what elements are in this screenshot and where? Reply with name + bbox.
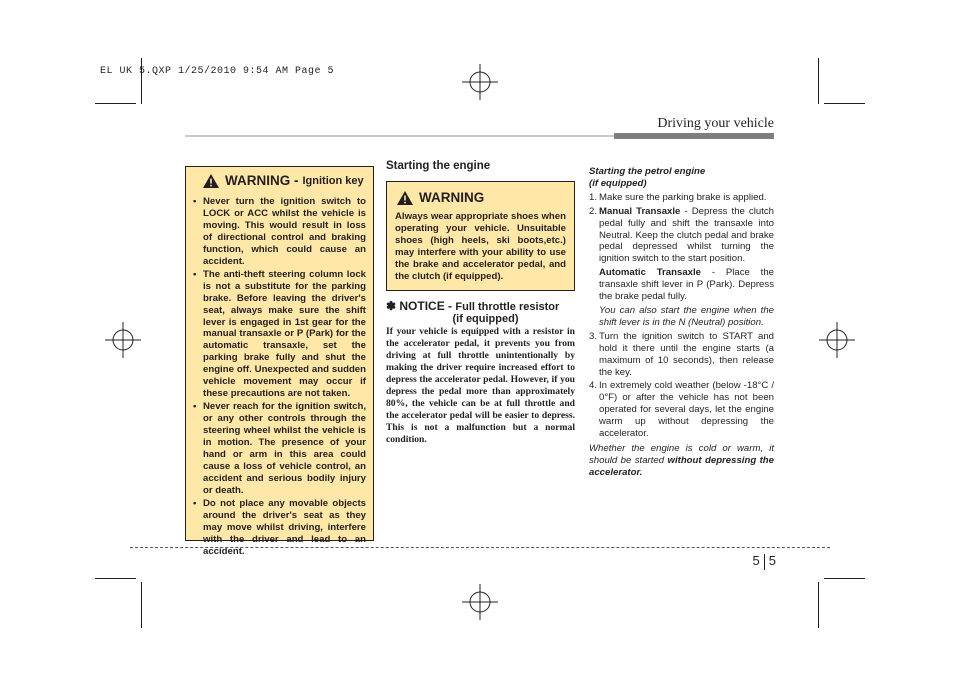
step-4 (589, 380, 774, 440)
warning-sublabel: Ignition key (302, 174, 364, 187)
final-note-emphasis: without depressing the accelerator. (589, 454, 774, 478)
registration-mark-right (817, 320, 857, 360)
chapter-number: 5 (752, 553, 760, 568)
notice-text: If your vehicle is equipped with a resistor in the accelerator pedal, it prevents you from driving at full throttle unintentionally by making the driver require increased effort to depress the accelerator pedal. However, if you depress the pedal more than approximately 80%, the vehicle can be at full throttle and the accelerator pedal will be easier to depress. This is not a malfunction but a normal condition. (386, 326, 575, 445)
final-note-text: Whether the engine is cold or warm, it should be started (589, 442, 774, 466)
footer-rule (130, 547, 830, 548)
warning-label: WARNING - (225, 173, 299, 188)
warning-bullet: • The anti-theft steering column lock is not a substitute for the parking brake. Before leaving the driver's seat, always make sure the shift lever is engaged in 1st gear for the manual transaxle or P (Park) for the automatic transaxle, set the parking brake fully and shut the engine off. Unexpected and sudden vehicle movement may occur if these precautions are not taken. (193, 269, 366, 400)
petrol-title-qualifier: (if equipped) (589, 177, 647, 189)
step-number: 3. (589, 330, 598, 342)
warning-bullet: • Do not place any movable objects around the driver's seat as they may move whilst driving, interfere with the driver and lead to an accident. (193, 498, 366, 558)
step-3 (589, 331, 774, 379)
warning-list (193, 196, 366, 558)
crop-mark (818, 582, 819, 628)
warning-triangle-icon (203, 174, 219, 188)
crop-mark (141, 58, 142, 104)
manual-transaxle-label: Manual Transaxle (599, 205, 681, 217)
petrol-engine-heading (589, 166, 774, 190)
starting-engine-heading: Starting the engine (386, 160, 491, 172)
petrol-title: Starting the petrol engine (589, 166, 706, 177)
warning-bullet: • Never turn the ignition switch to LOCK or ACC whilst the vehicle is moving. This would result in loss of directional control and braking function, which could cause an accident. (193, 196, 366, 268)
step-number: 2. (589, 205, 598, 217)
crop-mark (141, 582, 142, 628)
registration-mark-left (103, 320, 143, 360)
warning-heading (203, 173, 366, 188)
warning-bullet: • Never reach for the ignition switch, or any other controls through the steering wheel whilst the vehicle is in motion. The presence of your hand or arm in this area could cause a loss of vehicle control, an accident and serious bodily injury or death. (193, 401, 366, 497)
crop-mark (824, 578, 865, 579)
step-text: Make sure the parking brake is applied. (599, 191, 767, 203)
warning-shoes-box (386, 181, 575, 291)
step-text: Turn the ignition switch to START and hold it there until the engine starts (a maximum of 10 seconds), then release the key. (599, 330, 774, 378)
step-2-automatic (589, 267, 774, 303)
step-number: 4. (589, 380, 598, 392)
warning-heading (397, 190, 566, 205)
automatic-transaxle-label: Automatic Transaxle (599, 267, 701, 279)
step-2 (589, 206, 774, 266)
warning-label: WARNING (419, 190, 485, 205)
notice-heading (386, 299, 575, 325)
warning-ignition-key-box (185, 166, 374, 557)
petrol-engine-section (589, 166, 774, 479)
notice-sublabel: Full throttle resistor (455, 301, 560, 313)
step-text: - Place the transaxle shift lever in P (Park). Depress the brake pedal fully. (599, 267, 774, 303)
step-number: 1. (589, 191, 598, 203)
page-number-separator (764, 554, 765, 570)
page-number-value: 5 (768, 553, 776, 568)
step-text: - Depress the clutch pedal fully and shift the transaxle into Neutral. Keep the clutch pedal and brake pedal depressed whilst turning the ignition switch to the start position. (599, 205, 774, 265)
step-2-note: You can also start the engine when the shift lever is in the N (Neutral) position. (599, 304, 774, 328)
step-text: In extremely cold weather (below -18°C / 0°F) or after the vehicle has not been operated for several days, let the engine warm up without depressing the accelerator. (599, 380, 774, 440)
notice-label: ✽ NOTICE - (386, 299, 453, 313)
notice-sublabel-2: (if equipped) (452, 313, 519, 325)
step-1 (589, 192, 774, 204)
print-slug: EL UK 5.QXP 1/25/2010 9:54 AM Page 5 (100, 66, 335, 77)
crop-mark (95, 103, 136, 104)
crop-mark (824, 103, 865, 104)
crop-mark (818, 58, 819, 104)
section-title: Driving your vehicle (657, 116, 774, 131)
final-note (589, 443, 774, 479)
registration-mark-top (460, 62, 500, 102)
header-tab (614, 133, 774, 139)
warning-text: Always wear appropriate shoes when operating your vehicle. Unsuitable shoes (high heels, ski boots,etc.) may interfere with your ability to use the brake and accelerator pedal, and the clutch (if equipped). (395, 211, 566, 282)
warning-triangle-icon (397, 191, 413, 205)
crop-mark (95, 578, 136, 579)
registration-mark-bottom (460, 582, 500, 622)
page-number (753, 553, 776, 570)
